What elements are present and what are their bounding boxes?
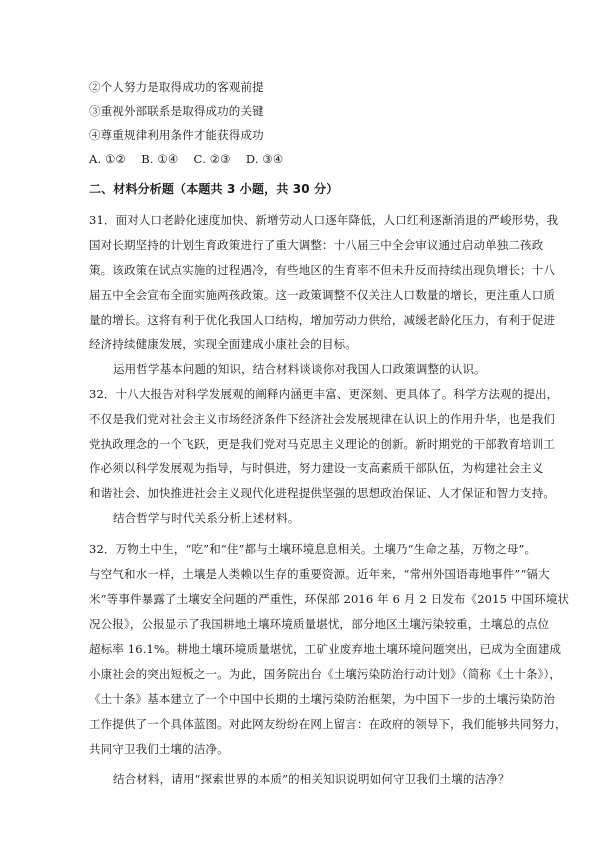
q32a-line-2: 不仅是我们党对社会主义市场经济条件下经济社会发展规律在认识上的作用升华，也是我们	[89, 412, 555, 426]
q31-line-3: 策。该政策在试点实施的过程遇冷，有些地区的生育率不但未升反而持续出现负增长；十八	[89, 263, 555, 277]
q32a-question: 结合哲学与时代关系分析上述材料。	[113, 511, 300, 525]
q32a-line-4: 作必须以科学发展观为指导，与时俱进，努力建设一支高素质干部队伍，为构建社会主义	[89, 461, 544, 475]
answer-choices: A. ①② B. ①④ C. ②③ D. ③④	[89, 152, 284, 166]
q32b-line-2: 与空气和水一样，土壤是人类赖以生存的重要资源。近年来，“常州外国语毒地事件”“镉大	[89, 567, 550, 581]
q31-line-4: 届五中全会宣布全面实施两孩政策。这一政策调整不仅关注人口数量的增长，更注重人口质	[89, 288, 555, 302]
q32b-line-3: 米”等事件暴露了土壤安全问题的严重性，环保部 2016 年 6 月 2 日发布《2015 中国环境状	[89, 592, 570, 606]
q32b-line-9: 共同守卫我们土壤的洁净。	[89, 742, 229, 756]
option-2: ②个人努力是取得成功的客观前提	[89, 80, 264, 94]
q32b-line-6: 小康社会的突出短板之一。为此，国务院出台《土壤污染防治行动计划》（简称《土十条》），	[89, 667, 562, 681]
option-4: ④尊重规律利用条件才能获得成功	[89, 128, 264, 142]
q31-question: 运用哲学基本问题的知识，结合材料谈谈你对我国人口政策调整的认识。	[113, 362, 486, 376]
section-heading: 二、材料分析题（本题共 3 小题，共 30 分）	[89, 182, 339, 196]
q31-line-6: 经济持续健康发展，实现全面建成小康社会的目标。	[89, 337, 357, 351]
q32b-line-5: 超标率 16.1%。耕地土壤环境质量堪忧，工矿业废弃地土壤环境问题突出，已成为全面建成	[89, 642, 562, 656]
q32b-question: 结合材料，请用“探索世界的本质”的相关知识说明如何守卫我们土壤的洁净？	[113, 772, 510, 786]
q32a-line-1: 32．十八大报告对科学发展观的阐释内涵更丰富、更深刻、更具体了。科学方法观的提出，	[89, 387, 559, 401]
q32b-line-4: 况公报》，公报显示了我国耕地土壤环境质量堪忧，部分地区土壤污染较重，土壤总的点位	[89, 617, 550, 631]
q32b-line-8: 工作提供了一个具体蓝图。对此网友纷纷在网上留言：在政府的领导下，我们能够共同努力，	[89, 717, 567, 731]
q31-line-2: 国对长期坚持的计划生育政策进行了重大调整：十八届三中全会审议通过启动单独二孩政	[89, 238, 544, 252]
option-3: ③重视外部联系是取得成功的关键	[89, 104, 264, 118]
q31-line-1: 31．面对人口老龄化速度加快、新增劳动人口逐年降低，人口红利逐渐消退的严峻形势，我	[89, 213, 559, 227]
q31-line-5: 量的增长。这将有利于优化我国人口结构，增加劳动力供给，减缓老龄化压力，有利于促进	[89, 313, 555, 327]
q32a-line-5: 和谐社会、加快推进社会主义现代化进程提供坚强的思想政治保证、人才保证和智力支持。	[89, 486, 555, 500]
q32b-line-7: 《土十条》基本建立了一个中国中长期的土壤污染防治框架，为中国下一步的土壤污染防治	[89, 692, 555, 706]
q32a-line-3: 党执政理念的一个飞跃，更是我们党对马克思主义理论的创新。新时期党的干部教育培训工	[89, 437, 555, 451]
q32b-line-1: 32．万物土中生，“吃”和“住”都与土壤环境息息相关。土壤乃“生命之基，万物之母”。	[89, 542, 537, 556]
